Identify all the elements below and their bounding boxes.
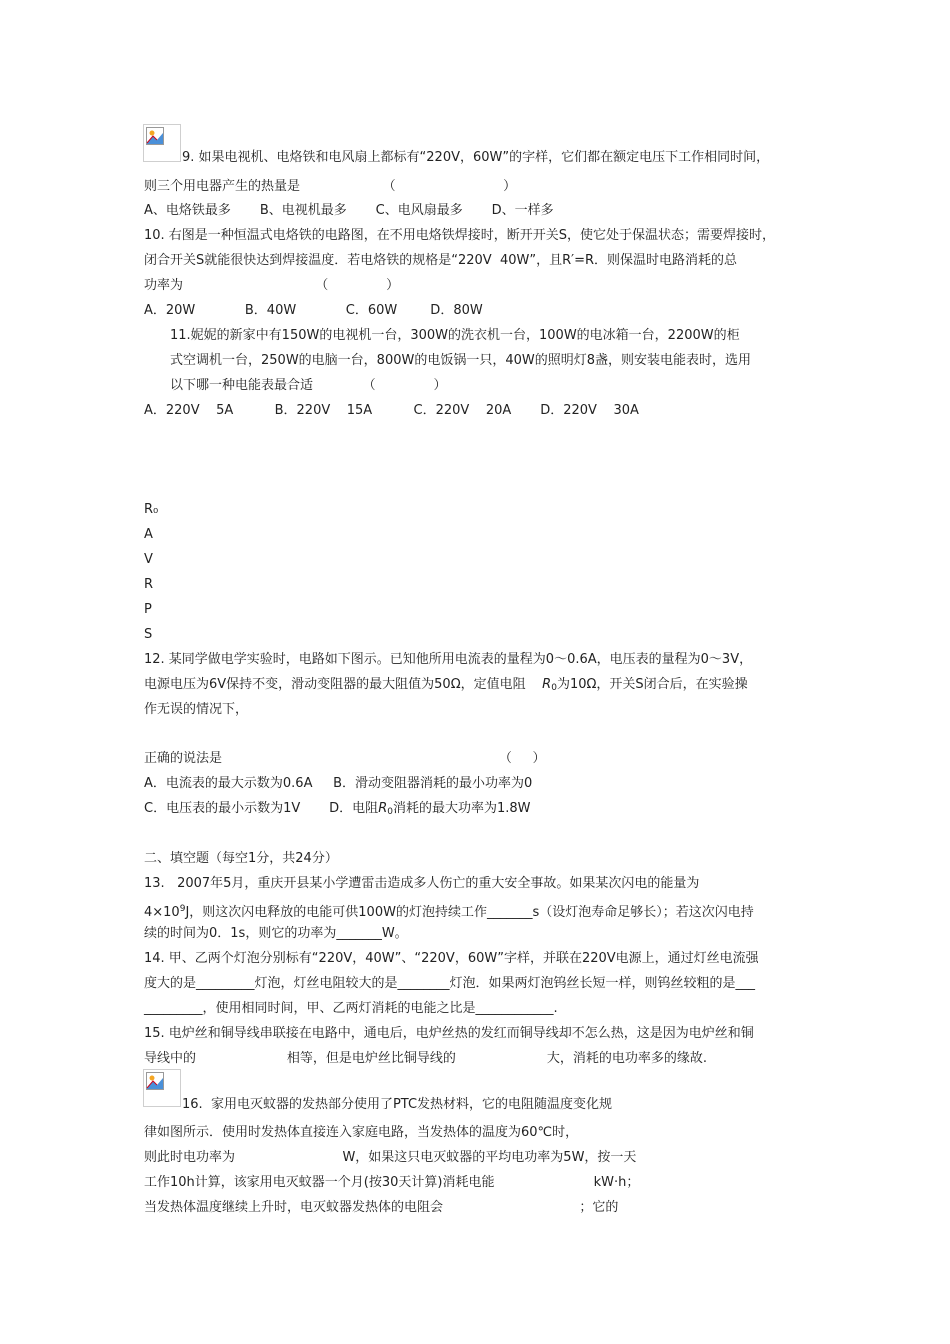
circuit-label-v: V (144, 552, 153, 567)
q16-line5: 当发热体温度继续上升时，电灭蚊器发热体的电阻会 ；它的 (144, 1200, 619, 1215)
q16-line4: 工作10h计算，该家用电灭蚊器一个月(按30天计算)消耗电能 kW·h； (144, 1175, 640, 1190)
q14-line1: 14. 甲、乙两个灯泡分别标有“220V，40W”、“220V，60W”字样，并联在220V电源上，通过灯丝电流强 (144, 951, 759, 966)
q12-line2: 电源电压为6V保持不变，滑动变阻器的最大阻值为50Ω，定值电阻 $R_0$为10Ω，开关S闭合后，在实验操 (144, 677, 748, 693)
q13-line1: 13. 2007年5月，重庆开县某小学遭雷击造成多人伤亡的重大安全事故。如果某次闪电的能量为 (144, 876, 700, 891)
q15-line1: 15. 电炉丝和铜导线串联接在电路中，通电后，电炉丝热的发红而铜导线却不怎么热，这是因为电炉丝和铜 (144, 1026, 754, 1041)
missing-image-icon (143, 1069, 181, 1107)
q13-line2: $4\times 10^9J$，则这次闪电释放的电能可供100W的灯泡持续工作_______s（设灯泡寿命足够长）；若这次闪电持 (144, 904, 754, 920)
q13-line3: 续的时间为0．1s，则它的功率为_______W。 (144, 926, 408, 941)
q9-line2: 则三个用电器产生的热量是 （ ） (144, 179, 517, 194)
q10-line1: 10. 右图是一种恒温式电烙铁的电路图，在不用电烙铁焊接时，断开开关S，使它处于保温状态；需要焊接时， (144, 228, 776, 243)
q9-line1: 9. 如果电视机、电烙铁和电风扇上都标有“220V，60W”的字样，它们都在额定电压下工作相同时间， (182, 150, 770, 165)
q11-line2: 式空调机一台，250W的电脑一台，800W的电饭锅一只，40W的照明灯8盏，则安装电能表时，选用 (170, 353, 752, 368)
q10-options: A．20W B．40W C．60W D．80W (144, 303, 483, 318)
q12-line4: 正确的说法是 （ ） (144, 751, 546, 766)
q14-line2: 度大的是_________灯泡，灯丝电阻较大的是________灯泡．如果两灯泡钨丝长短一样，则钨丝较粗的是___ (144, 976, 756, 991)
q16-line3: 则此时电功率为 W，如果这只电灭蚊器的平均电功率为5W，按一天 (144, 1150, 637, 1165)
q11-line3: 以下哪一种电能表最合适 （ ） (170, 378, 447, 393)
circuit-label-a: A (144, 527, 153, 542)
q12-option-a-b: A．电流表的最大示数为0.6A B．滑动变阻器消耗的最小功率为0 (144, 776, 533, 791)
q12-line1: 12. 某同学做电学实验时，电路如下图示。已知他所用电流表的量程为0～0.6A，电压表的量程为0～3V， (144, 652, 753, 667)
q12-option-c-d: C．电压表的最小示数为1V D．电阻$R_0$消耗的最大功率为1.8W (144, 801, 531, 817)
q12-line3: 作无误的情况下， (144, 702, 249, 717)
circuit-label-r: R (144, 577, 154, 592)
q10-line2: 闭合开关S就能很快达到焊接温度．若电烙铁的规格是“220V 40W”，且R′=R．则保温时电路消耗的总 (144, 253, 737, 268)
circuit-label-r0: R₀ (144, 502, 159, 517)
q14-line3: _________，使用相同时间，甲、乙两灯消耗的电能之比是____________. (144, 1001, 558, 1016)
q9-options: A、电烙铁最多 B、电视机最多 C、电风扇最多 D、一样多 (144, 203, 554, 218)
q10-line3: 功率为 （ ） (144, 278, 400, 293)
q16-line2: 律如图所示．使用时发热体直接连入家庭电路，当发热体的温度为60℃时， (144, 1125, 579, 1140)
q16-line1: 16. 家用电灭蚊器的发热部分使用了PTC发热材料，它的电阻随温度变化规 (182, 1097, 613, 1112)
q11-line1: 11.妮妮的新家中有150W的电视机一台，300W的洗衣机一台，100W的电冰箱一台，2200W的柜 (170, 328, 740, 343)
section-title: 二、填空题（每空1分，共24分） (144, 851, 338, 866)
circuit-label-s: S (144, 627, 153, 642)
circuit-label-p: P (144, 602, 152, 617)
q11-options: A．220V 5A B．220V 15A C．220V 20A D．220V 30A (144, 403, 639, 418)
missing-image-icon (143, 124, 181, 162)
q15-line2: 导线中的 相等，但是电炉丝比铜导线的 大，消耗的电功率多的缘故. (144, 1051, 707, 1066)
